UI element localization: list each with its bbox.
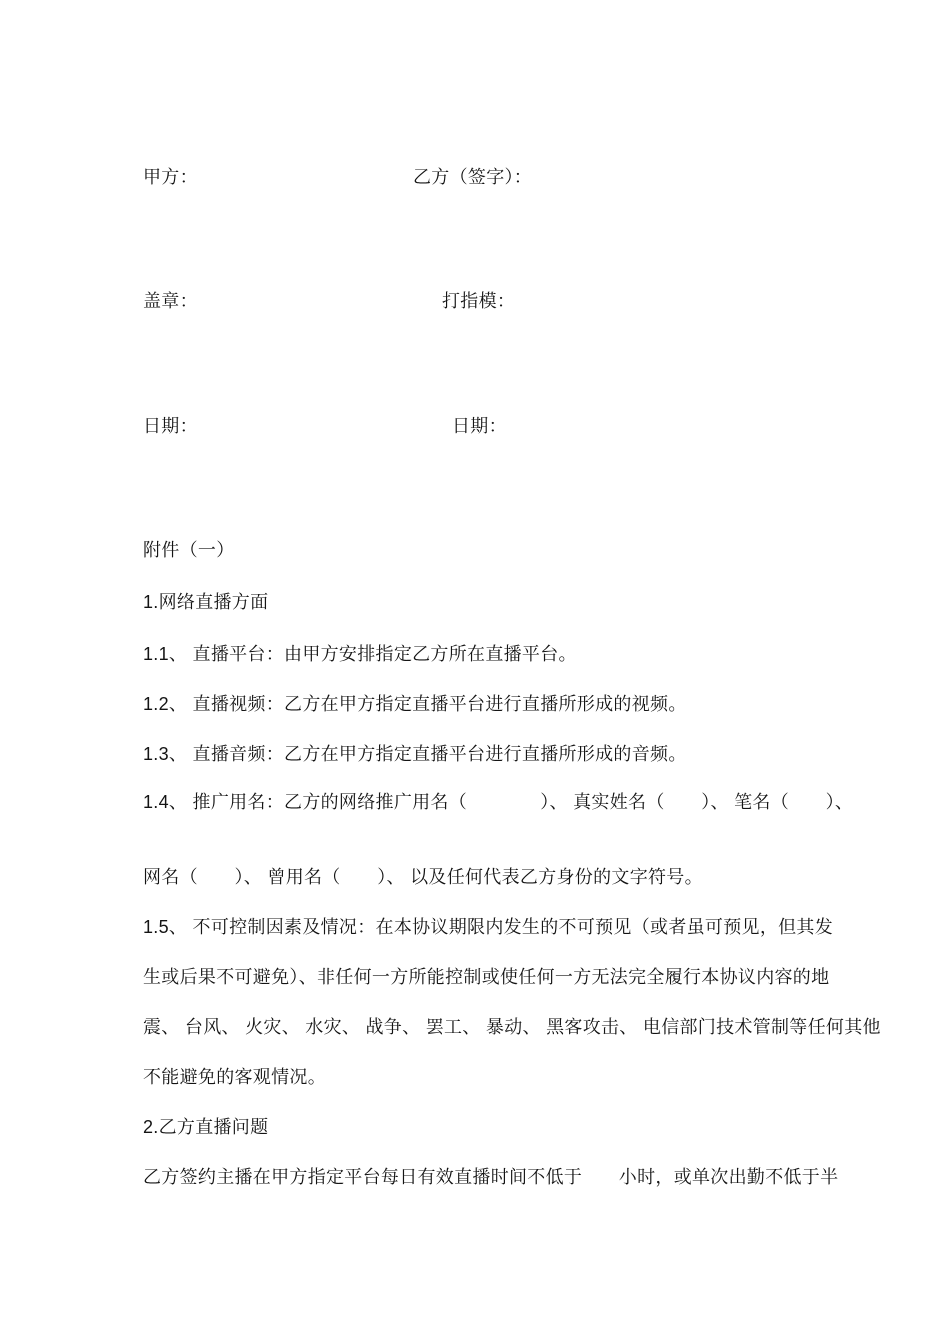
clause-1-5-line-1: 1.5、 不可控制因素及情况：在本协议期限内发生的不可预见（或者虽可预见，但其发	[143, 917, 834, 937]
date-right-label: 日期：	[452, 416, 507, 436]
party-b-sign-label: 乙方（签字）：	[413, 167, 533, 187]
clause-1-5-line-4: 不能避免的客观情况。	[143, 1067, 326, 1087]
clause-1-4-line-2: 网名（ ）、 曾用名（ ）、 以及任何代表乙方身份的文字符号。	[143, 867, 703, 887]
date-left-label: 日期：	[143, 416, 198, 436]
clause-1-4-line-1: 1.4、 推广用名：乙方的网络推广用名（ ）、 真实姓名（ ）、 笔名（ ）、	[143, 792, 854, 812]
clause-1-5-line-2: 生或后果不可避免）、非任何一方所能控制或使任何一方无法完全履行本协议内容的地	[143, 967, 830, 987]
section-2-line-1: 乙方签约主播在甲方指定平台每日有效直播时间不低于 小时，或单次出勤不低于半	[143, 1167, 839, 1187]
attachment-title: 附件（一）	[143, 540, 235, 560]
section-2-heading: 2.乙方直播问题	[143, 1117, 269, 1137]
clause-1-1: 1.1、 直播平台：由甲方安排指定乙方所在直播平台。	[143, 644, 577, 664]
clause-1-5-line-3: 震、 台风、 火灾、 水灾、 战争、 罢工、 暴动、 黑客攻击、 电信部门技术管制等任何其他	[143, 1017, 881, 1037]
party-a-label: 甲方：	[143, 167, 198, 187]
clause-1-3: 1.3、 直播音频：乙方在甲方指定直播平台进行直播所形成的音频。	[143, 744, 687, 764]
clause-1-2: 1.2、 直播视频：乙方在甲方指定直播平台进行直播所形成的视频。	[143, 694, 687, 714]
seal-label: 盖章：	[143, 291, 198, 311]
section-1-heading: 1.网络直播方面	[143, 592, 269, 612]
fingerprint-label: 打指模：	[442, 291, 516, 311]
